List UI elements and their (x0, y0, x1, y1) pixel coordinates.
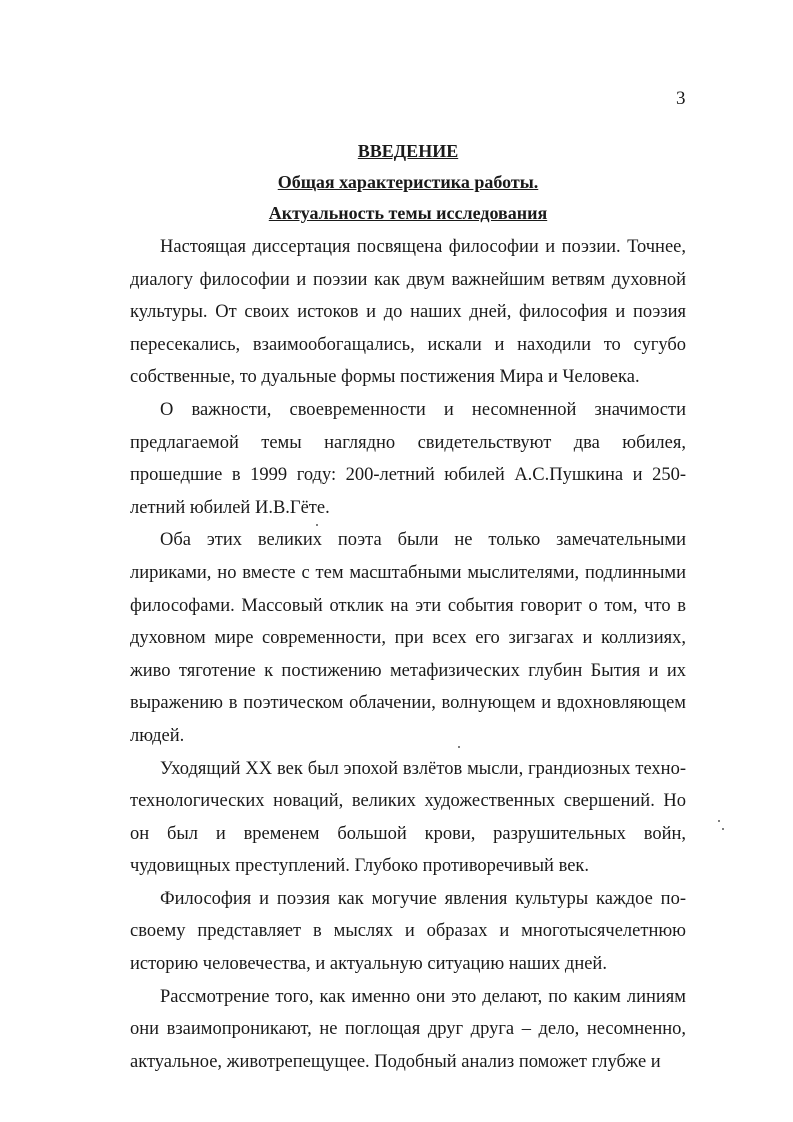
scan-speck (718, 820, 720, 822)
heading-block (130, 136, 686, 229)
scan-speck (458, 746, 460, 748)
paragraph: Рассмотрение того, как именно они это делают, по каким линиям они взаимопроникают, не поглощая друг друга – дело, несомненно, актуальное, животрепещущее. Подобный анализ поможет глубже и (130, 986, 686, 1072)
page-number: 3 (676, 88, 686, 109)
body-text (130, 231, 686, 1078)
scan-speck (316, 524, 318, 526)
paragraph: Оба этих великих поэта были не только замечательными лириками, но вместе с тем масштабными мыслителями, подлинными философами. Массовый отклик на эти события говорит о том, что в духовном мире современности, при всех его зигзагах и коллизиях, живо тяготение к постижению метафизических глубин Бытия и их выражению в поэтическом облачении, волнующем и вдохновляющем людей. (130, 530, 686, 746)
paragraph: Настоящая диссертация посвящена философии и поэзии. Точнее, диалогу философии и поэзии как двум важнейшим ветвям духовной культуры. От своих истоков и до наших дней, философия и поэзия пересекались, взаимообогащались, искали и находили то сугубо собственные, то дуальные формы постижения Мира и Человека. (130, 237, 686, 388)
paragraph: Философия и поэзия как могучие явления культуры каждое по-своему представляет в мыслях и образах и многотысячелетнюю историю человечества, и актуальную ситуацию наших дней. (130, 888, 686, 975)
section-title: Актуальность темы исследования (268, 203, 548, 223)
scan-speck (722, 828, 724, 830)
paragraph: О важности, своевременности и несомненной значимости предлагаемой темы наглядно свидетельствуют два юбилея, прошедшие в 1999 году: 200-летний юбилей А.С.Пушкина и 250-летний юбилей И.В.Гёте. (130, 399, 686, 518)
chapter-subtitle: Общая характеристика работы. (277, 172, 539, 192)
chapter-title: ВВЕДЕНИЕ (357, 141, 459, 161)
paragraph: Уходящий XX век был эпохой взлётов мысли, грандиозных техно-технологических новаций, великих художественных свершений. Но он был и временем большой крови, разрушительных войн, чудовищных преступлений. Глубоко противоречивый век. (130, 758, 686, 877)
